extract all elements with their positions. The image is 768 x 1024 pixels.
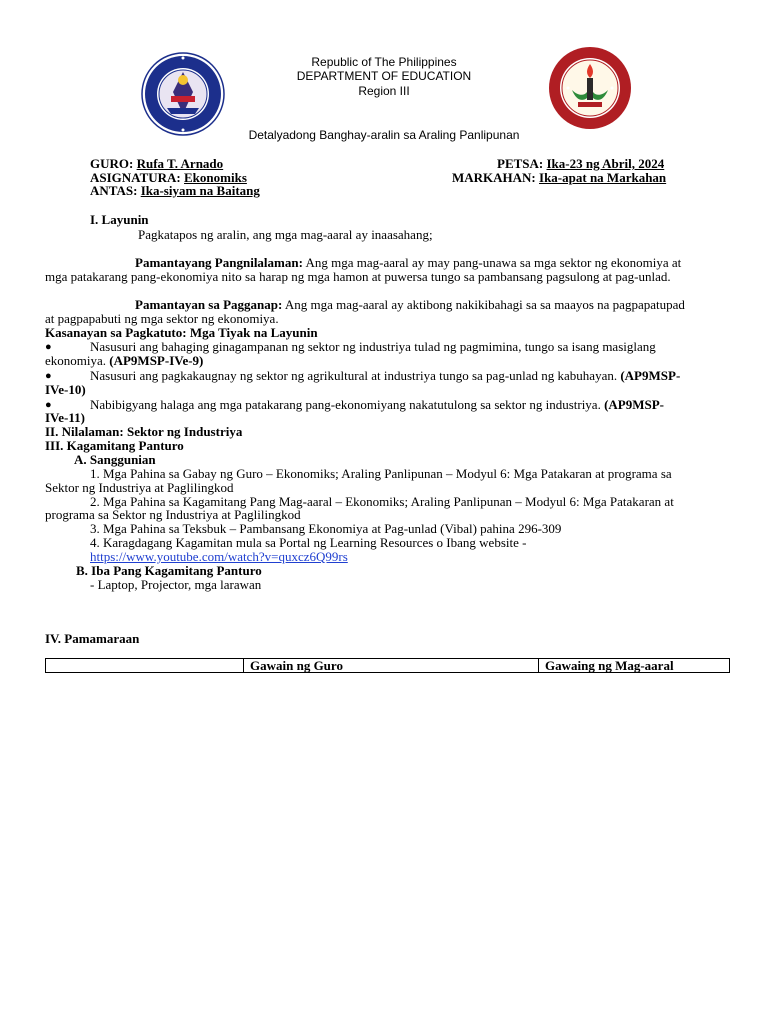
table-header-gawain-mag-aaral: Gawaing ng Mag-aaral (539, 659, 730, 673)
objective-3-line1 (90, 398, 664, 412)
reference-2-line2: programa sa Sektor ng Industriya at Paglilingkod (45, 507, 301, 522)
kagamitan-heading: III. Kagamitang Panturo (45, 438, 184, 453)
pangnilalaman-line2: mga patakarang pang-ekonomiya nito sa harap ng mga hamon at puwersa tungo sa pambansang pagsulong at pag-unlad. (45, 269, 671, 284)
kasanayan-heading: Kasanayan sa Pagkatuto: Mga Tiyak na Layunin (45, 325, 318, 340)
reference-1-line2: Sektor ng Industriya at Paglilingkod (45, 480, 234, 495)
header-line-republic: Republic of The Philippines (311, 55, 457, 69)
reference-2-line1: 2. Mga Pahina sa Kagamitang Pang Mag-aaral – Ekonomiks; Araling Panlipunan – Modyul 6: Mga Patakaran at (90, 494, 674, 509)
objective-2-code-part2: IVe-10) (45, 382, 86, 397)
pamamaraan-heading: IV. Pamamaraan (45, 631, 140, 646)
objective-3-code-part2: IVe-11) (45, 410, 85, 425)
iba-pang-kagamitan-item: - Laptop, Projector, mga larawan (90, 577, 262, 592)
asignatura-value: Ekonomiks (184, 170, 247, 185)
petsa-value: Ika-23 ng Abril, 2024 (546, 156, 665, 171)
header-line-department: DEPARTMENT OF EDUCATION (296, 69, 472, 83)
table-header-gawain-guro: Gawain ng Guro (244, 659, 539, 673)
asignatura-label: ASIGNATURA: (90, 170, 181, 185)
pagganap-text: Ang mga mag-aaral ay aktibong nakikibahagi sa sa maayos na pagpapatupad (282, 297, 685, 312)
antas-label: ANTAS: (90, 183, 138, 198)
iba-pang-kagamitan-heading: B. Iba Pang Kagamitang Panturo (76, 563, 262, 578)
guro-label: GURO: (90, 156, 134, 171)
header-line-region: Region III (358, 84, 410, 98)
objective-1-line2 (45, 354, 203, 368)
petsa-label: PETSA: (497, 156, 544, 171)
antas-value: Ika-siyam na Baitang (140, 183, 260, 198)
layunin-intro: Pagkatapos ng aralin, ang mga mag-aaral ay inaasahang; (138, 227, 433, 242)
pagganap-line2: at pagpapabuti ng mga sektor ng ekonomiya. (45, 311, 279, 326)
markahan-value: Ika-apat na Markahan (539, 170, 667, 185)
objective-1-bullet: ● (45, 341, 52, 353)
objective-3-code-part1: (AP9MSP- (604, 397, 665, 412)
nilalaman-heading: II. Nilalaman: Sektor ng Industriya (45, 424, 243, 439)
objective-2-code-part1: (AP9MSP- (620, 368, 681, 383)
guro-field (90, 157, 313, 171)
document-title: Detalyadong Banghay-aralin sa Araling Panlipunan (248, 128, 520, 142)
objective-1-line1: Nasusuri ang bahaging ginagampanan ng sektor ng industriya tulad ng pagmimina, tungo sa isang masiglang (90, 339, 656, 354)
sanggunian-heading: A. Sanggunian (74, 452, 156, 467)
pangnilalaman-text: Ang mga mag-aaral ay may pang-unawa sa mga sektor ng ekonomiya at (302, 255, 682, 270)
reference-1-line1: 1. Mga Pahina sa Gabay ng Guro – Ekonomiks; Araling Panlipunan – Modyul 6: Mga Patakaran at programa sa (90, 466, 672, 481)
objective-1-code: (AP9MSP-IVe-9) (109, 353, 204, 368)
objective-3-text: Nabibigyang halaga ang mga patakarang pang-ekonomiyang nakatutulong sa sektor ng industriya. (90, 397, 605, 412)
pangnilalaman-line1 (135, 256, 681, 270)
layunin-heading: I. Layunin (90, 212, 149, 227)
guro-value: Rufa T. Arnado (136, 156, 224, 171)
antas-field (90, 184, 260, 198)
school-seal-logo (548, 46, 632, 130)
pagganap-line1 (135, 298, 685, 312)
reference-4: 4. Karagdagang Kagamitan mula sa Portal ng Learning Resources o Ibang website - (90, 535, 527, 550)
petsa-field (497, 157, 664, 171)
table-header-row (46, 659, 730, 673)
table-header-blank (46, 659, 244, 673)
youtube-link[interactable]: https://www.youtube.com/watch?v=quxcz6Q99rs (90, 549, 348, 564)
pangnilalaman-label: Pamantayang Pangnilalaman: (135, 255, 303, 270)
objective-3-bullet: ● (45, 399, 52, 411)
objective-2-bullet: ● (45, 370, 52, 382)
markahan-field (452, 171, 666, 185)
objective-2-line1 (90, 369, 680, 383)
objective-2-text: Nasusuri ang pagkakaugnay ng sektor ng agrikultural at industriya tungo sa pag-unlad ng kabuhayan. (90, 368, 621, 383)
pamamaraan-table (45, 658, 730, 673)
markahan-label: MARKAHAN: (452, 170, 536, 185)
pagganap-label: Pamantayan sa Pagganap: (135, 297, 283, 312)
reference-3: 3. Mga Pahina sa Teksbuk – Pambansang Ekonomiya at Pag-unlad (Vibal) pahina 296-309 (90, 521, 562, 536)
deped-seal-logo (141, 52, 225, 136)
objective-1-text-end: ekonomiya. (45, 353, 110, 368)
